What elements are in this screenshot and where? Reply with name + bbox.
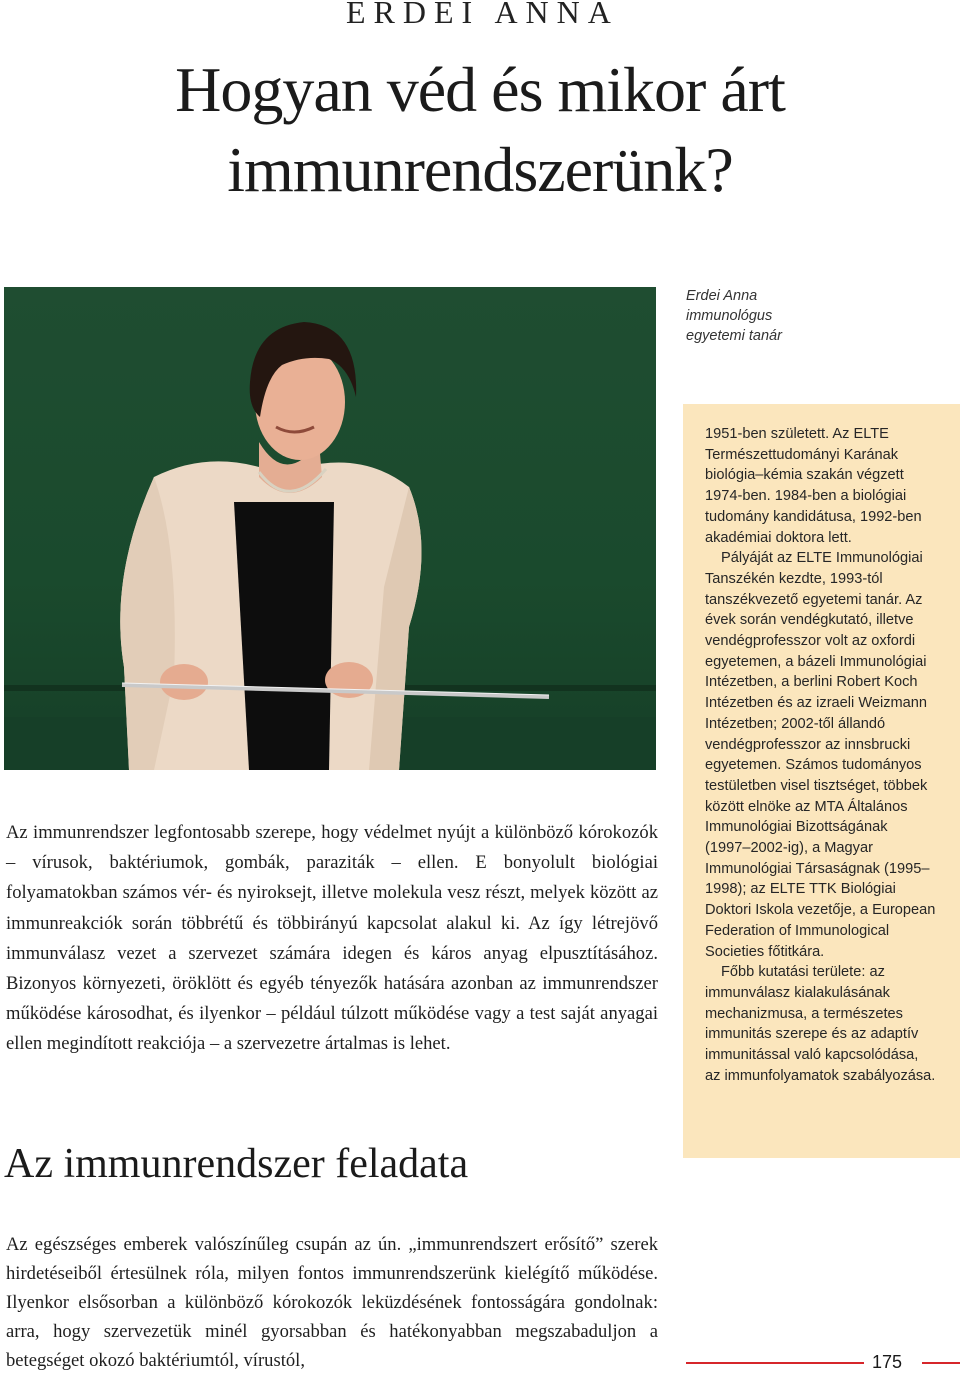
footer-rule-left xyxy=(686,1362,864,1364)
author-caption-role: immunológus xyxy=(686,308,773,324)
bio-paragraph-research: Főbb kutatási területe: az immunválasz kialakulásának mechanizmusa, a természetes immunitás szerepe és az adaptív immunitással való kapcsolódása, az immunfolyamatok szabályozása. xyxy=(705,964,936,1084)
author-caption-position: egyetemi tanár xyxy=(686,328,782,344)
page-number: 175 xyxy=(872,1352,903,1372)
author-caption xyxy=(686,286,946,346)
author-caption-name: Erdei Anna xyxy=(686,288,758,304)
lecturer-illustration xyxy=(4,287,656,770)
author-bio-box xyxy=(683,404,960,1158)
article-title: Hogyan véd és mikor árt immunrendszerünk? xyxy=(175,54,785,205)
footer-rule-right xyxy=(922,1362,960,1364)
section-paragraph: Az egészséges emberek valószínűleg csupán az ún. „immunrendszert erősítő” szerek hirdetéseiből értesülnek róla, milyen fontos immunrendszerünk kielégítő működése. Ilyenkor elsősorban a különböző kórokozók leküzdésének fontosságára gondolnak: arra, hogy szervezetük minél gyorsabban és hatékonyabban megszabaduljon a betegséget okozó baktériumtól, vírustól, xyxy=(6,1234,658,1371)
lecturer-photo xyxy=(4,287,656,770)
bio-paragraph-education: 1951-ben született. Az ELTE Természettudományi Karának biológia–kémia szakán végzett 1974-ben. 1984-ben a biológiai tudomány kandidátusa, 1992-ben akadémiai doktora lett. xyxy=(705,426,922,546)
author-name-header: ERDEI ANNA xyxy=(346,0,619,30)
section-heading: Az immunrendszer feladata xyxy=(4,1141,469,1187)
bio-paragraph-career: Pályáját az ELTE Immunológiai Tanszékén kezdte, 1993-tól tanszékvezető egyetemi tanár. Az évek során vendégkutató, illetve vendégprofesszor volt az oxfordi egyetemen, a bázeli Immunológiai Intézetben, a berlini Robert Koch Intézetben és az izraeli Weizmann Intézetben; 2002-től állandó vendégprofesszor az innsbrucki egyetemen. Számos tudományos testületben visel tisztséget, többek között elnöke az MTA Általános Immunológiai Bizottságának (1997–2002-ig), a Magyar Immunológiai Társaságnak (1995–1998); az ELTE TTK Biológiai Doktori Iskola vezetője, a European Federation of Immunological Societies főtitkára. xyxy=(705,550,936,960)
intro-paragraph: Az immunrendszer legfontosabb szerepe, hogy védelmet nyújt a különböző kórokozók – vírusok, baktériumok, gombák, paraziták – ellen. E bonyolult biológiai folyamatokban számos vér- és nyiroksejt, illetve molekula vesz részt, melyek között az immunreakciók során többrétű és többirányú kapcsolat alakul ki. Az így létrejövő immunválasz vezet a szervezet számára idegen és káros anyag elpusztításához. Bizonyos környezeti, öröklött és egyéb tényezők hatására azonban az immunrendszer működése károsodhat, és ilyenkor – például túlzott működése vagy a test saját anyagai ellen megindított reakciója – a szervezetre ártalmas is lehet. xyxy=(6,822,658,1055)
